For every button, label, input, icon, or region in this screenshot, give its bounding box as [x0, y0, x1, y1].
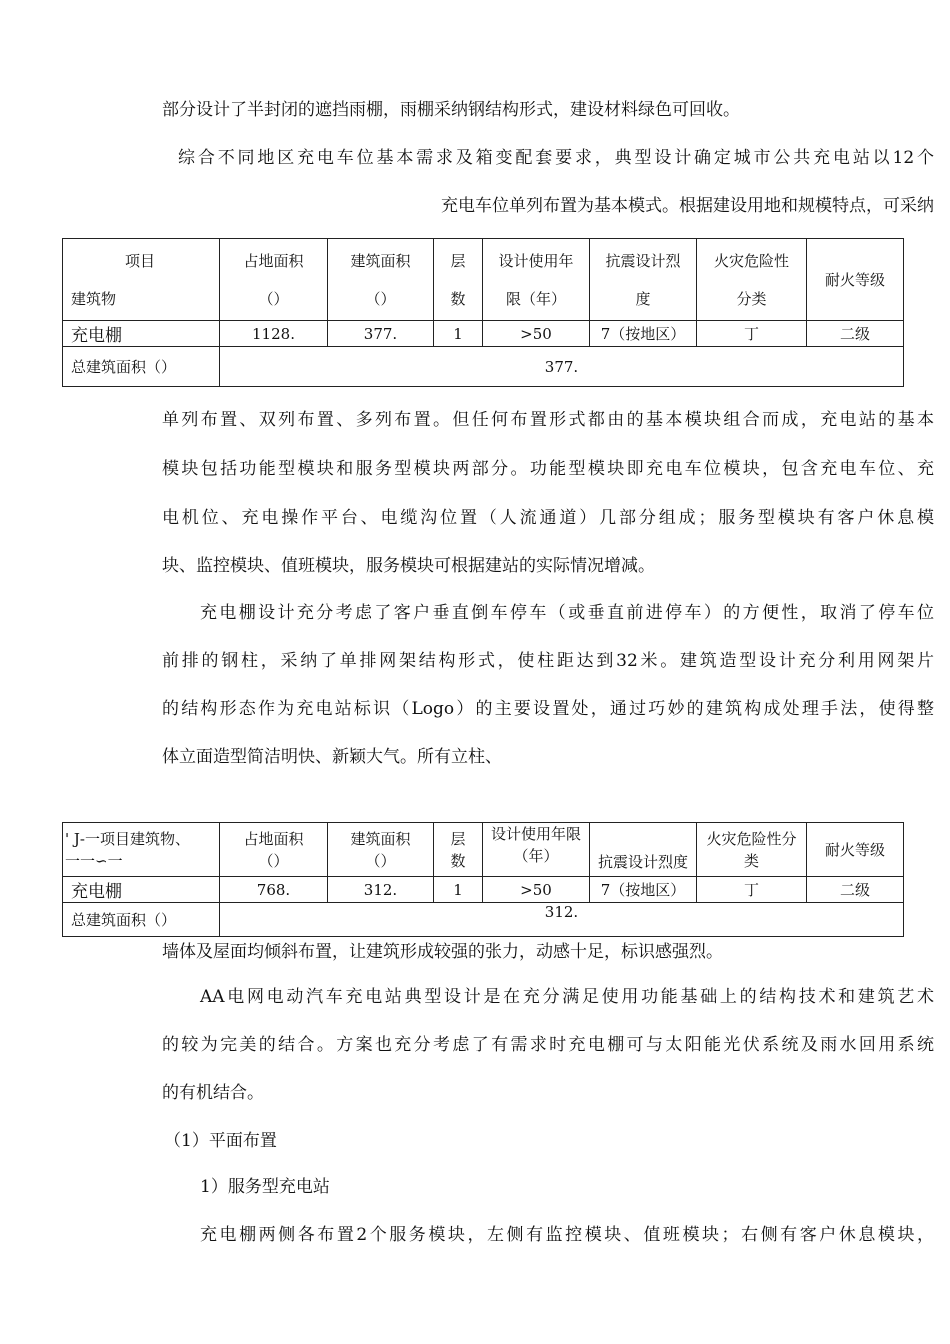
header-service-life: 设计使用年 限（年） — [483, 239, 590, 321]
table-row — [63, 877, 904, 903]
paragraph-line: 充电棚设计充分考虑了客户垂直倒车停车（或垂直前进停车）的方便性，取消了停车位 — [200, 603, 934, 623]
total-value: 377. — [220, 347, 904, 387]
cell-seismic: 7（按地区） — [590, 877, 697, 903]
paragraph-line: 综合不同地区充电车位基本需求及箱变配套要求，典型设计确定城市公共充电站以12个 — [178, 148, 934, 168]
paragraph-line: 充电车位单列布置为基本模式。根据建设用地和规模特点，可采纳 — [441, 196, 934, 216]
paragraph-line: 的结构形态作为充电站标识（Logo）的主要设置处，通过巧妙的建筑构成处理手法，使得整 — [162, 699, 934, 719]
header-fire-risk: 火灾危险性分 类 — [697, 823, 807, 877]
header-floors: 层 数 — [434, 239, 483, 321]
paragraph-line: 块、监控模块、值班模块，服务模块可根据建站的实际情况增减。 — [162, 556, 655, 576]
cell-fire-risk: 丁 — [697, 877, 807, 903]
cell-floors: 1 — [434, 877, 483, 903]
header-floors: 层 数 — [434, 823, 483, 877]
cell-name: 充电棚 — [63, 321, 220, 347]
header-seismic: 抗震设计烈度 — [590, 823, 697, 877]
total-label: 总建筑面积（） — [63, 903, 220, 937]
cell-fire-risk: 丁 — [697, 321, 807, 347]
paragraph-line: AA电网电动汽车充电站典型设计是在充分满足使用功能基础上的结构技术和建筑艺术 — [200, 987, 934, 1007]
cell-service-life: >50 — [483, 321, 590, 347]
cell-fire-rating: 二级 — [807, 877, 904, 903]
header-item: 项目 建筑物 — [63, 239, 220, 321]
header-service-life: 设计使用年限 （年） — [483, 823, 590, 877]
paragraph-line: 前排的钢柱，采纳了单排网架结构形式，使柱距达到32米。建筑造型设计充分利用网架片 — [162, 651, 934, 671]
header-land-area: 占地面积 （） — [220, 239, 328, 321]
paragraph-line: 单列布置、双列布置、多列布置。但任何布置形式都由的基本模块组合而成，充电站的基本 — [162, 410, 934, 430]
total-value: 312. — [220, 903, 904, 937]
cell-land-area: 1128. — [220, 321, 328, 347]
table-total-row — [63, 903, 904, 937]
building-table-2 — [62, 822, 904, 937]
cell-building-area: 312. — [328, 877, 434, 903]
paragraph-line: 的有机结合。 — [162, 1083, 264, 1103]
header-land-area: 占地面积 （） — [220, 823, 328, 877]
header-building-area: 建筑面积 （） — [328, 239, 434, 321]
table-row — [63, 321, 904, 347]
paragraph-line: 体立面造型简洁明快、新颖大气。所有立柱、 — [162, 747, 502, 767]
header-fire-risk: 火灾危险性 分类 — [697, 239, 807, 321]
paragraph-line: 的较为完美的结合。方案也充分考虑了有需求时充电棚可与太阳能光伏系统及雨水回用系统 — [162, 1035, 934, 1055]
table-header-row — [63, 823, 904, 877]
cell-floors: 1 — [434, 321, 483, 347]
paragraph-line: 墙体及屋面均倾斜布置，让建筑形成较强的张力，动感十足，标识感强烈。 — [162, 942, 723, 962]
cell-fire-rating: 二级 — [807, 321, 904, 347]
header-fire-rating: 耐火等级 — [807, 823, 904, 877]
paragraph-line: 部分设计了半封闭的遮挡雨棚，雨棚采纳钢结构形式，建设材料绿色可回收。 — [162, 100, 740, 120]
header-fire-rating: 耐火等级 — [807, 239, 904, 321]
building-table-1 — [62, 238, 904, 387]
cell-service-life: >50 — [483, 877, 590, 903]
cell-name: 充电棚 — [63, 877, 220, 903]
header-item: ' J-一项目建筑物、 一一∽一 — [63, 823, 220, 877]
paragraph-line: 模块包括功能型模块和服务型模块两部分。功能型模块即充电车位模块，包含充电车位、充 — [162, 459, 934, 479]
cell-seismic: 7（按地区） — [590, 321, 697, 347]
table-total-row — [63, 347, 904, 387]
table-header-row — [63, 239, 904, 321]
section-heading: （1）平面布置 — [164, 1131, 277, 1151]
header-seismic: 抗震设计烈 度 — [590, 239, 697, 321]
paragraph-line: 充电棚两侧各布置2个服务模块，左侧有监控模块、值班模块；右侧有客户休息模块， — [200, 1225, 934, 1245]
cell-land-area: 768. — [220, 877, 328, 903]
paragraph-line: 电机位、充电操作平台、电缆沟位置（人流通道）几部分组成；服务型模块有客户休息模 — [162, 508, 934, 528]
subsection-heading: 1）服务型充电站 — [200, 1177, 330, 1197]
cell-building-area: 377. — [328, 321, 434, 347]
header-building-area: 建筑面积 （） — [328, 823, 434, 877]
total-label: 总建筑面积（） — [63, 347, 220, 387]
